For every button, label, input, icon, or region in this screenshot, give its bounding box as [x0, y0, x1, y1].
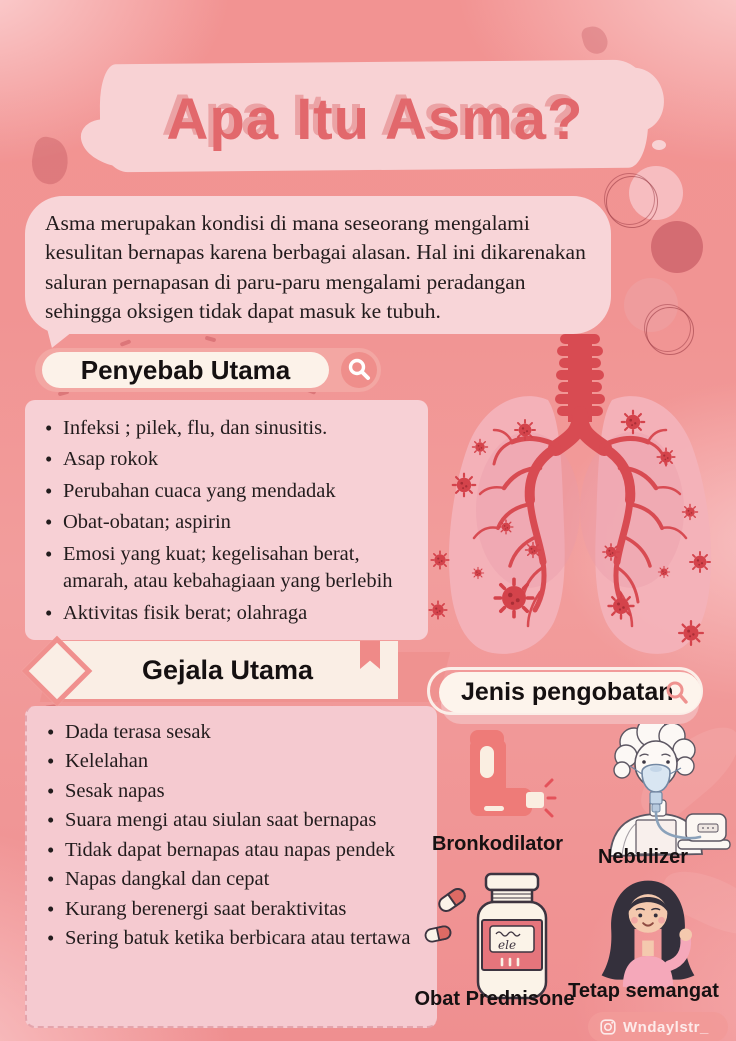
instagram-icon	[600, 1019, 616, 1035]
decor-ring	[606, 176, 658, 228]
list-item: • Dada terasa sesak	[43, 719, 427, 746]
list-item: • Emosi yang kuat; kegelisahan berat, amarah, atau kebahagiaan yang berlebih	[41, 541, 418, 596]
causes-header-pill	[35, 348, 381, 392]
treatments-title: Jenis pengobatan	[461, 678, 674, 706]
list-item: • Napas dangkal dan cepat	[43, 866, 427, 893]
list-item: • Sering batuk ketika berbicara atau tertawa	[43, 925, 427, 952]
lungs-illustration	[428, 330, 732, 664]
page-title: Apa Itu Asma?	[166, 86, 584, 152]
decor-confetti	[120, 339, 132, 347]
decor-speck	[652, 140, 666, 150]
list-item: • Obat-obatan; aspirin	[41, 509, 418, 536]
causes-list-panel	[25, 400, 428, 640]
list-item: • Suara mengi atau siulan saat bernapas	[43, 807, 427, 834]
instagram-handle: Wndaylstr_	[623, 1018, 709, 1036]
search-icon	[341, 352, 377, 388]
treatment-label: Tetap semangat	[568, 980, 719, 1002]
search-icon	[663, 679, 691, 707]
inhaler-illustration	[440, 726, 558, 832]
list-item: • Tidak dapat bernapas atau napas pendek	[43, 837, 427, 864]
list-item: • Kurang berenergi saat beraktivitas	[43, 896, 427, 923]
list-item: • Infeksi ; pilek, flu, dan sinusitis.	[41, 415, 418, 442]
list-item: • Aktivitas fisik berat; olahraga	[41, 600, 418, 627]
list-item: • Kelelahan	[43, 748, 427, 775]
decor-circle	[651, 221, 703, 273]
list-item: • Sesak napas	[43, 778, 427, 805]
treatments-header	[433, 672, 713, 728]
decor-blob	[28, 135, 73, 187]
causes-title: Penyebab Utama	[42, 352, 329, 388]
intro-paragraph: Asma merupakan kondisi di mana seseorang mengalami kesulitan bernapas karena berbagai alasan. Hal ini dikarenakan saluran pernapasan di paru-paru mengalami peradangan sehingga oksigen tidak dapat masuk ke tubuh.	[45, 211, 586, 324]
list-item: • Asap rokok	[41, 446, 418, 473]
nebulizer-person-illustration	[582, 716, 734, 858]
decor-confetti	[205, 336, 217, 343]
svg-text:ele: ele	[498, 938, 517, 952]
treatment-label: Obat Prednisone	[414, 988, 575, 1010]
medicine-bottle-illustration	[420, 866, 570, 1006]
treatment-label: Nebulizer	[597, 846, 689, 868]
treatment-label: Bronkodilator	[431, 833, 564, 855]
cheerful-girl-illustration	[590, 866, 706, 988]
list-item: • Perubahan cuaca yang mendadak	[41, 478, 418, 505]
causes-list	[41, 415, 418, 627]
intro-bubble	[25, 196, 611, 334]
symptoms-title: Gejala Utama	[57, 641, 398, 699]
treatments-header-pill	[439, 672, 701, 713]
symptoms-list	[43, 719, 427, 953]
instagram-badge[interactable]	[588, 1012, 728, 1041]
symptoms-list-panel	[25, 706, 437, 1028]
decor-blob	[580, 24, 610, 57]
